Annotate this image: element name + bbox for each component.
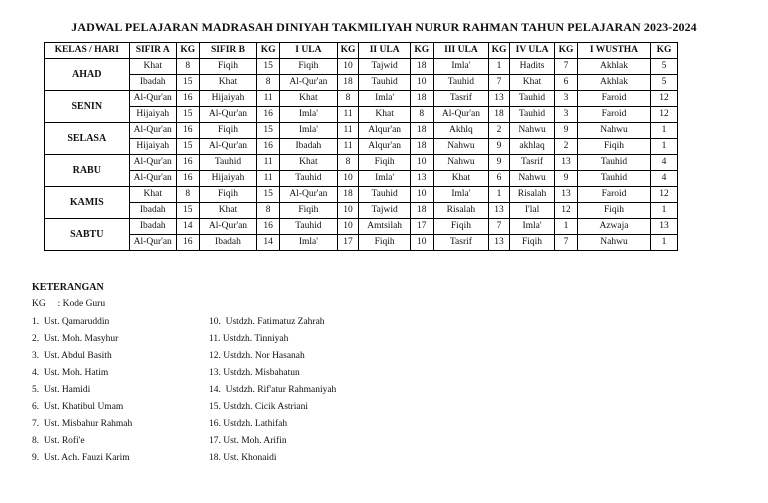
subject-cell: Khat: [129, 59, 176, 75]
subject-cell: Tauhid: [280, 219, 338, 235]
subject-cell: Imla': [280, 123, 338, 139]
teacher-code-cell: 10: [337, 203, 359, 219]
subject-cell: Faroid: [577, 91, 650, 107]
teacher-item: 16. Ustdzh. Lathifah: [209, 419, 288, 429]
teacher-code-cell: 8: [337, 155, 359, 171]
subject-cell: Akhlak: [577, 59, 650, 75]
subject-cell: Nahwu: [433, 155, 489, 171]
teacher-item: 13. Ustdzh. Misbahatun: [209, 368, 300, 378]
subject-cell: Azwaja: [577, 219, 650, 235]
teacher-code-cell: 15: [176, 107, 199, 123]
subject-cell: Risalah: [433, 203, 489, 219]
teacher-code-cell: 8: [257, 75, 280, 91]
subject-cell: Al-Qur'an: [433, 107, 489, 123]
table-row: [45, 59, 678, 75]
header-cell-iii-ula: III ULA: [433, 43, 489, 59]
teacher-code-cell: 17: [410, 219, 433, 235]
table-row: [45, 75, 678, 91]
subject-cell: akhlaq: [509, 139, 554, 155]
teacher-code-cell: 16: [176, 235, 199, 251]
subject-cell: Imla': [359, 171, 411, 187]
subject-cell: Fiqih: [433, 219, 489, 235]
teacher-code-cell: 8: [257, 203, 280, 219]
teacher-code-cell: 17: [337, 235, 359, 251]
teacher-code-cell: 18: [410, 203, 433, 219]
teacher-item: 14. Ustdzh. Rif'atur Rahmaniyah: [209, 385, 337, 395]
subject-cell: Al-Qur'an: [199, 219, 257, 235]
subject-cell: Ibadah: [129, 203, 176, 219]
teacher-code-cell: 3: [555, 107, 578, 123]
subject-cell: Tasrif: [433, 91, 489, 107]
day-cell: SENIN: [45, 91, 130, 123]
teacher-item: 11. Ustdzh. Tinniyah: [209, 334, 289, 344]
subject-cell: Tajwid: [359, 203, 411, 219]
teacher-item: 8. Ust. Rofi'e: [32, 436, 85, 446]
subject-cell: Imla': [280, 235, 338, 251]
teacher-code-cell: 8: [176, 187, 199, 203]
subject-cell: Al-Qur'an: [129, 235, 176, 251]
teacher-code-cell: 16: [176, 171, 199, 187]
teacher-item: 7. Ust. Misbahur Rahmah: [32, 419, 133, 429]
teacher-code-cell: 16: [176, 123, 199, 139]
teacher-code-cell: 16: [257, 139, 280, 155]
subject-cell: Imla': [280, 107, 338, 123]
teacher-code-cell: 11: [337, 107, 359, 123]
schedule-body: [45, 59, 678, 251]
subject-cell: Al-Qur'an: [199, 139, 257, 155]
teacher-code-cell: 12: [651, 187, 678, 203]
subject-cell: Tauhid: [509, 107, 554, 123]
teacher-code-cell: 10: [337, 219, 359, 235]
subject-cell: Tauhid: [433, 75, 489, 91]
teacher-code-cell: 9: [489, 155, 510, 171]
subject-cell: Faroid: [577, 107, 650, 123]
teacher-code-cell: 13: [489, 91, 510, 107]
teacher-item: 6. Ust. Khatibul Umam: [32, 402, 124, 412]
subject-cell: Faroid: [577, 187, 650, 203]
subject-cell: Khat: [280, 91, 338, 107]
header-cell-kelas-hari: KELAS / HARI: [45, 43, 130, 59]
subject-cell: Fiqih: [359, 155, 411, 171]
teacher-code-cell: 1: [651, 203, 678, 219]
teacher-code-cell: 15: [257, 59, 280, 75]
teacher-code-cell: 6: [555, 75, 578, 91]
teacher-code-cell: 1: [651, 139, 678, 155]
subject-cell: Nahwu: [433, 139, 489, 155]
teacher-item: 17. Ust. Moh. Arifin: [209, 436, 287, 446]
teacher-code-cell: 15: [176, 139, 199, 155]
teacher-code-cell: 13: [651, 219, 678, 235]
header-cell-kg: KG: [257, 43, 280, 59]
teacher-code-cell: 15: [257, 187, 280, 203]
teacher-code-cell: 15: [176, 75, 199, 91]
teacher-code-cell: 16: [176, 91, 199, 107]
teacher-code-cell: 10: [337, 171, 359, 187]
subject-cell: Khat: [280, 155, 338, 171]
teacher-code-cell: 18: [410, 59, 433, 75]
teacher-code-cell: 11: [257, 91, 280, 107]
header-cell-i-ula: I ULA: [280, 43, 338, 59]
teacher-code-cell: 18: [410, 91, 433, 107]
subject-cell: Tasrif: [433, 235, 489, 251]
header-cell-sifir-b: SIFIR B: [199, 43, 257, 59]
teacher-code-cell: 5: [651, 75, 678, 91]
teacher-code-cell: 7: [555, 235, 578, 251]
subject-cell: Tauhid: [199, 155, 257, 171]
subject-cell: I'lal: [509, 203, 554, 219]
subject-cell: Fiqih: [199, 187, 257, 203]
subject-cell: Tauhid: [359, 187, 411, 203]
table-row: [45, 155, 678, 171]
teacher-code-cell: 8: [410, 107, 433, 123]
subject-cell: Al-Qur'an: [129, 155, 176, 171]
header-row: [45, 43, 678, 59]
header-cell-sifir-a: SIFIR A: [129, 43, 176, 59]
teacher-code-cell: 15: [257, 123, 280, 139]
teacher-code-cell: 9: [555, 123, 578, 139]
teacher-code-cell: 2: [555, 139, 578, 155]
teacher-code-cell: 18: [410, 123, 433, 139]
subject-cell: Khat: [509, 75, 554, 91]
header-cell-kg: KG: [489, 43, 510, 59]
teacher-code-cell: 10: [410, 75, 433, 91]
teacher-list-left: [32, 314, 132, 467]
teacher-code-cell: 12: [651, 91, 678, 107]
teacher-code-cell: 10: [410, 235, 433, 251]
subject-cell: Tauhid: [280, 171, 338, 187]
subject-cell: Tauhid: [577, 155, 650, 171]
teacher-code-cell: 18: [337, 75, 359, 91]
subject-cell: Al-Qur'an: [280, 187, 338, 203]
teacher-code-cell: 11: [257, 171, 280, 187]
subject-cell: Tauhid: [509, 91, 554, 107]
subject-cell: Amtsilah: [359, 219, 411, 235]
subject-cell: Imla': [433, 59, 489, 75]
subject-cell: Hijaiyah: [199, 171, 257, 187]
subject-cell: Fiqih: [280, 203, 338, 219]
teacher-code-cell: 5: [651, 59, 678, 75]
teacher-code-cell: 1: [489, 187, 510, 203]
subject-cell: Nahwu: [509, 123, 554, 139]
teacher-code-cell: 8: [176, 59, 199, 75]
teacher-code-cell: 15: [176, 203, 199, 219]
subject-cell: Ibadah: [199, 235, 257, 251]
teacher-code-cell: 13: [489, 203, 510, 219]
header-cell-kg: KG: [337, 43, 359, 59]
teacher-code-cell: 10: [337, 59, 359, 75]
teacher-code-cell: 16: [257, 219, 280, 235]
subject-cell: Imla': [509, 219, 554, 235]
teacher-item: 4. Ust. Moh. Hatim: [32, 368, 109, 378]
teacher-code-cell: 18: [337, 187, 359, 203]
teacher-code-cell: 11: [337, 139, 359, 155]
subject-cell: Khat: [129, 187, 176, 203]
subject-cell: Tajwid: [359, 59, 411, 75]
subject-cell: Alqur'an: [359, 123, 411, 139]
teacher-item: 15. Ustdzh. Cicik Astriani: [209, 402, 308, 412]
legend-title: KETERANGAN: [32, 282, 104, 293]
subject-cell: Akhlak: [577, 75, 650, 91]
teacher-code-cell: 11: [337, 123, 359, 139]
day-cell: SABTU: [45, 219, 130, 251]
table-row: [45, 219, 678, 235]
teacher-code-cell: 1: [555, 219, 578, 235]
teacher-code-cell: 13: [410, 171, 433, 187]
subject-cell: Fiqih: [577, 139, 650, 155]
day-cell: RABU: [45, 155, 130, 187]
subject-cell: Risalah: [509, 187, 554, 203]
subject-cell: Al-Qur'an: [199, 107, 257, 123]
teacher-code-cell: 10: [410, 187, 433, 203]
teacher-item: 9. Ust. Ach. Fauzi Karim: [32, 453, 130, 463]
teacher-code-cell: 1: [651, 235, 678, 251]
teacher-code-cell: 10: [410, 155, 433, 171]
teacher-code-cell: 9: [555, 171, 578, 187]
teacher-code-cell: 7: [489, 219, 510, 235]
teacher-code-cell: 7: [489, 75, 510, 91]
subject-cell: Tauhid: [359, 75, 411, 91]
teacher-code-cell: 4: [651, 171, 678, 187]
teacher-code-cell: 7: [555, 59, 578, 75]
kg-note: KG : Kode Guru: [32, 299, 106, 309]
subject-cell: Fiqih: [199, 59, 257, 75]
teacher-code-cell: 6: [489, 171, 510, 187]
table-row: [45, 123, 678, 139]
teacher-item: 18. Ust. Khonaidi: [209, 453, 277, 463]
teacher-code-cell: 2: [489, 123, 510, 139]
subject-cell: Nahwu: [577, 235, 650, 251]
day-cell: AHAD: [45, 59, 130, 91]
subject-cell: Al-Qur'an: [280, 75, 338, 91]
teacher-item: 1. Ust. Qamaruddin: [32, 317, 110, 327]
table-row: [45, 171, 678, 187]
teacher-code-cell: 16: [176, 155, 199, 171]
table-row: [45, 187, 678, 203]
schedule-table: [44, 42, 678, 251]
subject-cell: Fiqih: [509, 235, 554, 251]
teacher-code-cell: 14: [257, 235, 280, 251]
header-cell-kg: KG: [410, 43, 433, 59]
table-row: [45, 91, 678, 107]
header-cell-kg: KG: [176, 43, 199, 59]
subject-cell: Hijaiyah: [129, 107, 176, 123]
document-title: JADWAL PELAJARAN MADRASAH DINIYAH TAKMILIYAH NURUR RAHMAN TAHUN PELAJARAN 2023-2024: [71, 20, 697, 34]
subject-cell: Imla': [433, 187, 489, 203]
teacher-code-cell: 8: [337, 91, 359, 107]
subject-cell: Al-Qur'an: [129, 171, 176, 187]
teacher-item: 5. Ust. Hamidi: [32, 385, 91, 395]
teacher-item: 3. Ust. Abdul Basith: [32, 351, 112, 361]
subject-cell: Al-Qur'an: [129, 91, 176, 107]
subject-cell: Al-Qur'an: [129, 123, 176, 139]
subject-cell: Tasrif: [509, 155, 554, 171]
table-row: [45, 107, 678, 123]
subject-cell: Tauhid: [577, 171, 650, 187]
day-cell: SELASA: [45, 123, 130, 155]
subject-cell: Imla': [359, 91, 411, 107]
subject-cell: Alqur'an: [359, 139, 411, 155]
teacher-code-cell: 18: [489, 107, 510, 123]
teacher-code-cell: 9: [489, 139, 510, 155]
subject-cell: Akhlq: [433, 123, 489, 139]
teacher-code-cell: 14: [176, 219, 199, 235]
day-cell: KAMIS: [45, 187, 130, 219]
subject-cell: Khat: [199, 75, 257, 91]
subject-cell: Fiqih: [359, 235, 411, 251]
subject-cell: Nahwu: [577, 123, 650, 139]
subject-cell: Hijaiyah: [199, 91, 257, 107]
subject-cell: Hadits: [509, 59, 554, 75]
subject-cell: Khat: [359, 107, 411, 123]
teacher-list-right: [209, 314, 336, 467]
subject-cell: Fiqih: [280, 59, 338, 75]
subject-cell: Fiqih: [199, 123, 257, 139]
subject-cell: Fiqih: [577, 203, 650, 219]
subject-cell: Ibadah: [129, 75, 176, 91]
subject-cell: Hijaiyah: [129, 139, 176, 155]
teacher-code-cell: 13: [555, 187, 578, 203]
subject-cell: Khat: [199, 203, 257, 219]
header-cell-i-wustha: I WUSTHA: [577, 43, 650, 59]
teacher-code-cell: 4: [651, 155, 678, 171]
teacher-code-cell: 16: [257, 107, 280, 123]
teacher-code-cell: 18: [410, 139, 433, 155]
header-cell-kg: KG: [555, 43, 578, 59]
header-cell-kg: KG: [651, 43, 678, 59]
teacher-code-cell: 11: [257, 155, 280, 171]
table-row: [45, 139, 678, 155]
subject-cell: Ibadah: [129, 219, 176, 235]
table-row: [45, 235, 678, 251]
teacher-code-cell: 12: [651, 107, 678, 123]
teacher-code-cell: 13: [489, 235, 510, 251]
header-cell-iv-ula: IV ULA: [509, 43, 554, 59]
teacher-item: 12. Ustdzh. Nor Hasanah: [209, 351, 305, 361]
subject-cell: Ibadah: [280, 139, 338, 155]
subject-cell: Khat: [433, 171, 489, 187]
teacher-code-cell: 12: [555, 203, 578, 219]
header-cell-ii-ula: II ULA: [359, 43, 411, 59]
teacher-code-cell: 1: [489, 59, 510, 75]
teacher-item: 10. Ustdzh. Fatimatuz Zahrah: [209, 317, 325, 327]
teacher-code-cell: 1: [651, 123, 678, 139]
teacher-code-cell: 3: [555, 91, 578, 107]
subject-cell: Nahwu: [509, 171, 554, 187]
teacher-code-cell: 13: [555, 155, 578, 171]
table-row: [45, 203, 678, 219]
teacher-item: 2. Ust. Moh. Masyhur: [32, 334, 119, 344]
